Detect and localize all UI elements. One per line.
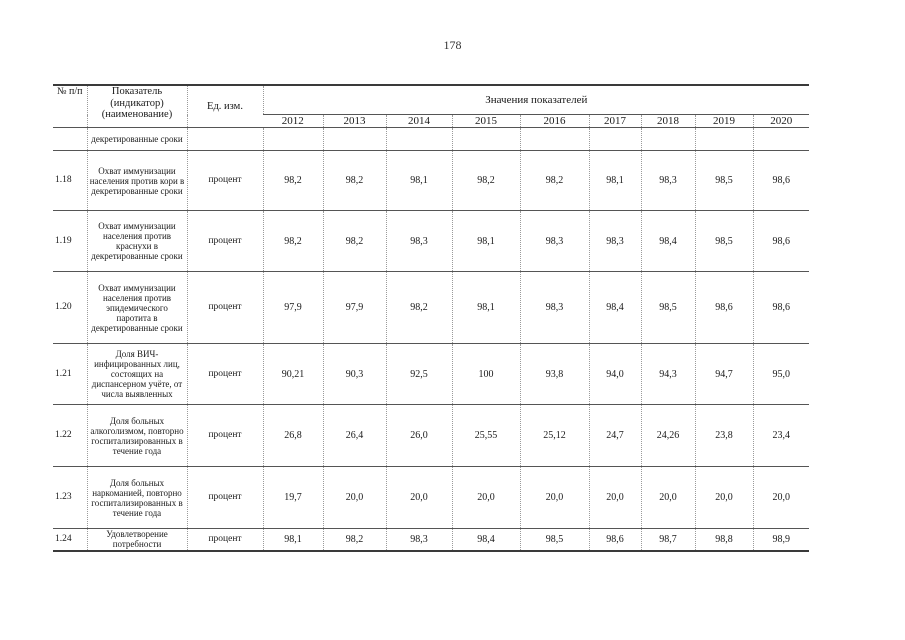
header-unit: Ед. изм. xyxy=(187,85,263,128)
row-value: 23,8 xyxy=(695,405,753,467)
row-value: 26,4 xyxy=(323,405,386,467)
row-value: 98,1 xyxy=(452,211,520,272)
row-value: 98,5 xyxy=(695,151,753,211)
row-value: 25,12 xyxy=(520,405,589,467)
row-value: 98,2 xyxy=(323,529,386,551)
table-row xyxy=(53,344,809,405)
page-number: 178 xyxy=(443,38,462,52)
row-value: 98,6 xyxy=(753,211,809,272)
row-value: 98,2 xyxy=(263,211,323,272)
row-value: 20,0 xyxy=(386,467,452,529)
row-name: Доля ВИЧ-инфицированных лиц, состоящих на диспансерном учёте, от числа выявленных xyxy=(87,344,187,405)
row-name: Охват иммунизации населения против эпидемического паротита в декретированные сроки xyxy=(87,272,187,344)
row-value: 20,0 xyxy=(641,467,695,529)
header-year: 2012 xyxy=(263,115,323,128)
row-value: 98,4 xyxy=(589,272,641,344)
row-value: 90,3 xyxy=(323,344,386,405)
row-value: 20,0 xyxy=(323,467,386,529)
row-value: 23,4 xyxy=(753,405,809,467)
header-year: 2016 xyxy=(520,115,589,128)
row-value: 98,1 xyxy=(589,151,641,211)
row-value: 97,9 xyxy=(323,272,386,344)
row-value: 98,5 xyxy=(641,272,695,344)
header-values-title: Значения показателей xyxy=(263,85,809,115)
row-value: 20,0 xyxy=(452,467,520,529)
row-name: декретированные сроки xyxy=(87,128,187,151)
indicators-table xyxy=(53,84,809,552)
table-row xyxy=(53,211,809,272)
table-row xyxy=(53,467,809,529)
row-value: 94,3 xyxy=(641,344,695,405)
row-value: 98,6 xyxy=(589,529,641,551)
row-value: 100 xyxy=(452,344,520,405)
table-row xyxy=(53,151,809,211)
row-value: 98,4 xyxy=(641,211,695,272)
row-unit: процент xyxy=(187,529,263,551)
row-value: 98,5 xyxy=(695,211,753,272)
row-unit: процент xyxy=(187,151,263,211)
row-value: 95,0 xyxy=(753,344,809,405)
row-value: 20,0 xyxy=(589,467,641,529)
row-value: 90,21 xyxy=(263,344,323,405)
row-value: 98,3 xyxy=(520,272,589,344)
row-value: 98,2 xyxy=(323,151,386,211)
row-value: 98,2 xyxy=(452,151,520,211)
table-row xyxy=(53,405,809,467)
header-year: 2019 xyxy=(695,115,753,128)
row-value: 98,3 xyxy=(386,211,452,272)
row-value: 98,2 xyxy=(520,151,589,211)
row-value: 98,6 xyxy=(753,151,809,211)
row-value: 98,1 xyxy=(386,151,452,211)
row-value: 26,0 xyxy=(386,405,452,467)
row-name: Доля больных алкоголизмом, повторно госпитализированных в течение года xyxy=(87,405,187,467)
row-value: 24,7 xyxy=(589,405,641,467)
header-year: 2014 xyxy=(386,115,452,128)
row-value: 98,1 xyxy=(452,272,520,344)
row-value: 98,2 xyxy=(386,272,452,344)
row-value: 19,7 xyxy=(263,467,323,529)
row-value: 20,0 xyxy=(520,467,589,529)
row-value: 98,6 xyxy=(753,272,809,344)
row-name: Охват иммунизации населения против кори в декретированные сроки xyxy=(87,151,187,211)
row-name: Доля больных наркоманией, повторно госпитализированных в течение года xyxy=(87,467,187,529)
header-indicator: Показатель (индикатор) (наименование) xyxy=(87,85,187,128)
row-value: 93,8 xyxy=(520,344,589,405)
table-row xyxy=(53,529,809,551)
row-name: Охват иммунизации населения против краснухи в декретированные сроки xyxy=(87,211,187,272)
row-value: 98,4 xyxy=(452,529,520,551)
row-value: 92,5 xyxy=(386,344,452,405)
row-num: 1.19 xyxy=(53,211,87,272)
row-num: 1.24 xyxy=(53,529,87,551)
row-value: 98,6 xyxy=(695,272,753,344)
row-value: 98,3 xyxy=(386,529,452,551)
header-year: 2018 xyxy=(641,115,695,128)
row-value: 97,9 xyxy=(263,272,323,344)
header-year: 2015 xyxy=(452,115,520,128)
row-unit: процент xyxy=(187,344,263,405)
row-name: Удовлетворение потребности xyxy=(87,529,187,551)
row-unit: процент xyxy=(187,467,263,529)
header-year: 2020 xyxy=(753,115,809,128)
row-value: 98,5 xyxy=(520,529,589,551)
row-value: 98,9 xyxy=(753,529,809,551)
header-year: 2017 xyxy=(589,115,641,128)
row-num: 1.20 xyxy=(53,272,87,344)
row-value: 25,55 xyxy=(452,405,520,467)
header-num: № п/п xyxy=(53,85,87,128)
row-value: 98,2 xyxy=(323,211,386,272)
row-value: 24,26 xyxy=(641,405,695,467)
row-value: 98,2 xyxy=(263,151,323,211)
table-row-continuation xyxy=(53,128,809,151)
row-value: 20,0 xyxy=(695,467,753,529)
row-unit: процент xyxy=(187,405,263,467)
row-num: 1.18 xyxy=(53,151,87,211)
table-row xyxy=(53,272,809,344)
row-num: 1.21 xyxy=(53,344,87,405)
row-unit: процент xyxy=(187,272,263,344)
row-value: 98,1 xyxy=(263,529,323,551)
row-value: 94,7 xyxy=(695,344,753,405)
header-year: 2013 xyxy=(323,115,386,128)
row-value: 98,8 xyxy=(695,529,753,551)
row-value: 26,8 xyxy=(263,405,323,467)
row-num: 1.23 xyxy=(53,467,87,529)
row-value: 98,7 xyxy=(641,529,695,551)
row-value: 94,0 xyxy=(589,344,641,405)
row-unit: процент xyxy=(187,211,263,272)
row-value: 98,3 xyxy=(520,211,589,272)
row-value: 98,3 xyxy=(589,211,641,272)
row-value: 20,0 xyxy=(753,467,809,529)
row-num: 1.22 xyxy=(53,405,87,467)
row-value: 98,3 xyxy=(641,151,695,211)
